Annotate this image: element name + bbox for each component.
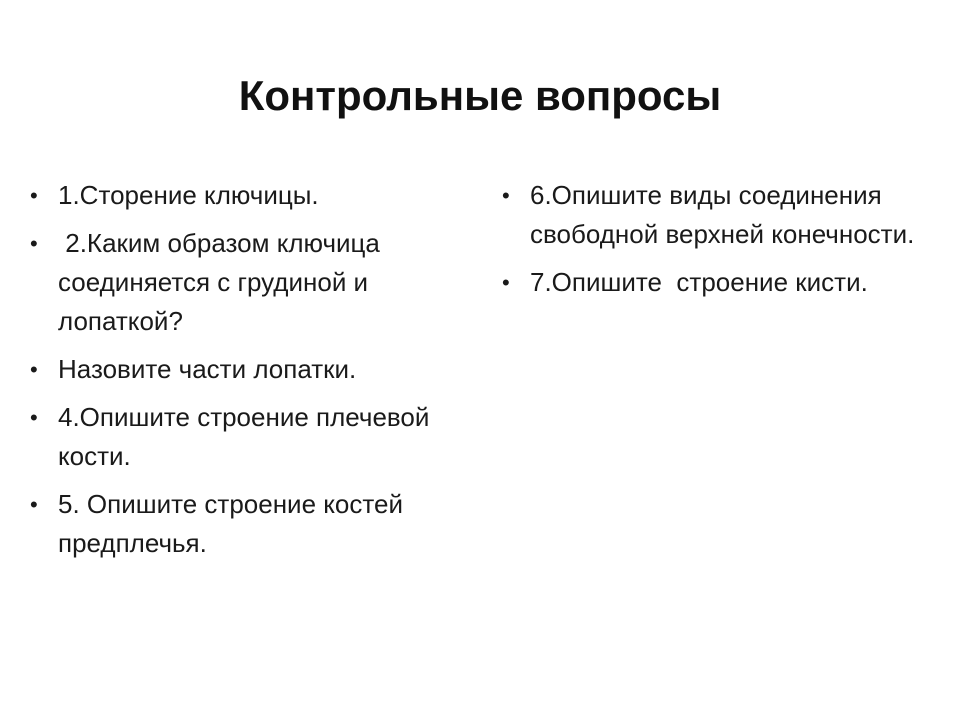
- question-item: [502, 263, 922, 302]
- bullet-icon: •: [30, 357, 38, 382]
- right-question-list: [502, 176, 922, 311]
- bullet-icon: •: [30, 492, 38, 517]
- bullet-icon: •: [502, 270, 510, 295]
- question-item: [30, 176, 460, 215]
- bullet-icon: •: [502, 183, 510, 208]
- question-text: 4.Опишите строение плечевой кости.: [58, 402, 430, 471]
- slide-title: Контрольные вопросы: [238, 72, 722, 119]
- question-item: [30, 398, 460, 476]
- bullet-icon: •: [30, 231, 38, 256]
- question-item: [30, 350, 460, 389]
- left-question-list: [30, 176, 460, 572]
- question-text: 1.Сторение ключицы.: [58, 180, 319, 210]
- question-item: [30, 485, 460, 563]
- bullet-icon: •: [30, 183, 38, 208]
- question-text: 7.Опишите строение кисти.: [530, 267, 868, 297]
- question-text: 6.Опишите виды соединения свободной верхней конечности.: [530, 180, 915, 249]
- question-text: 5. Опишите строение костей предплечья.: [58, 489, 403, 558]
- question-text: Назовите части лопатки.: [58, 354, 357, 384]
- question-text: 2.Каким образом ключица соединяется с грудиной и лопаткой?: [58, 228, 388, 336]
- question-item: [30, 224, 460, 341]
- bullet-icon: •: [30, 405, 38, 430]
- question-item: [502, 176, 922, 254]
